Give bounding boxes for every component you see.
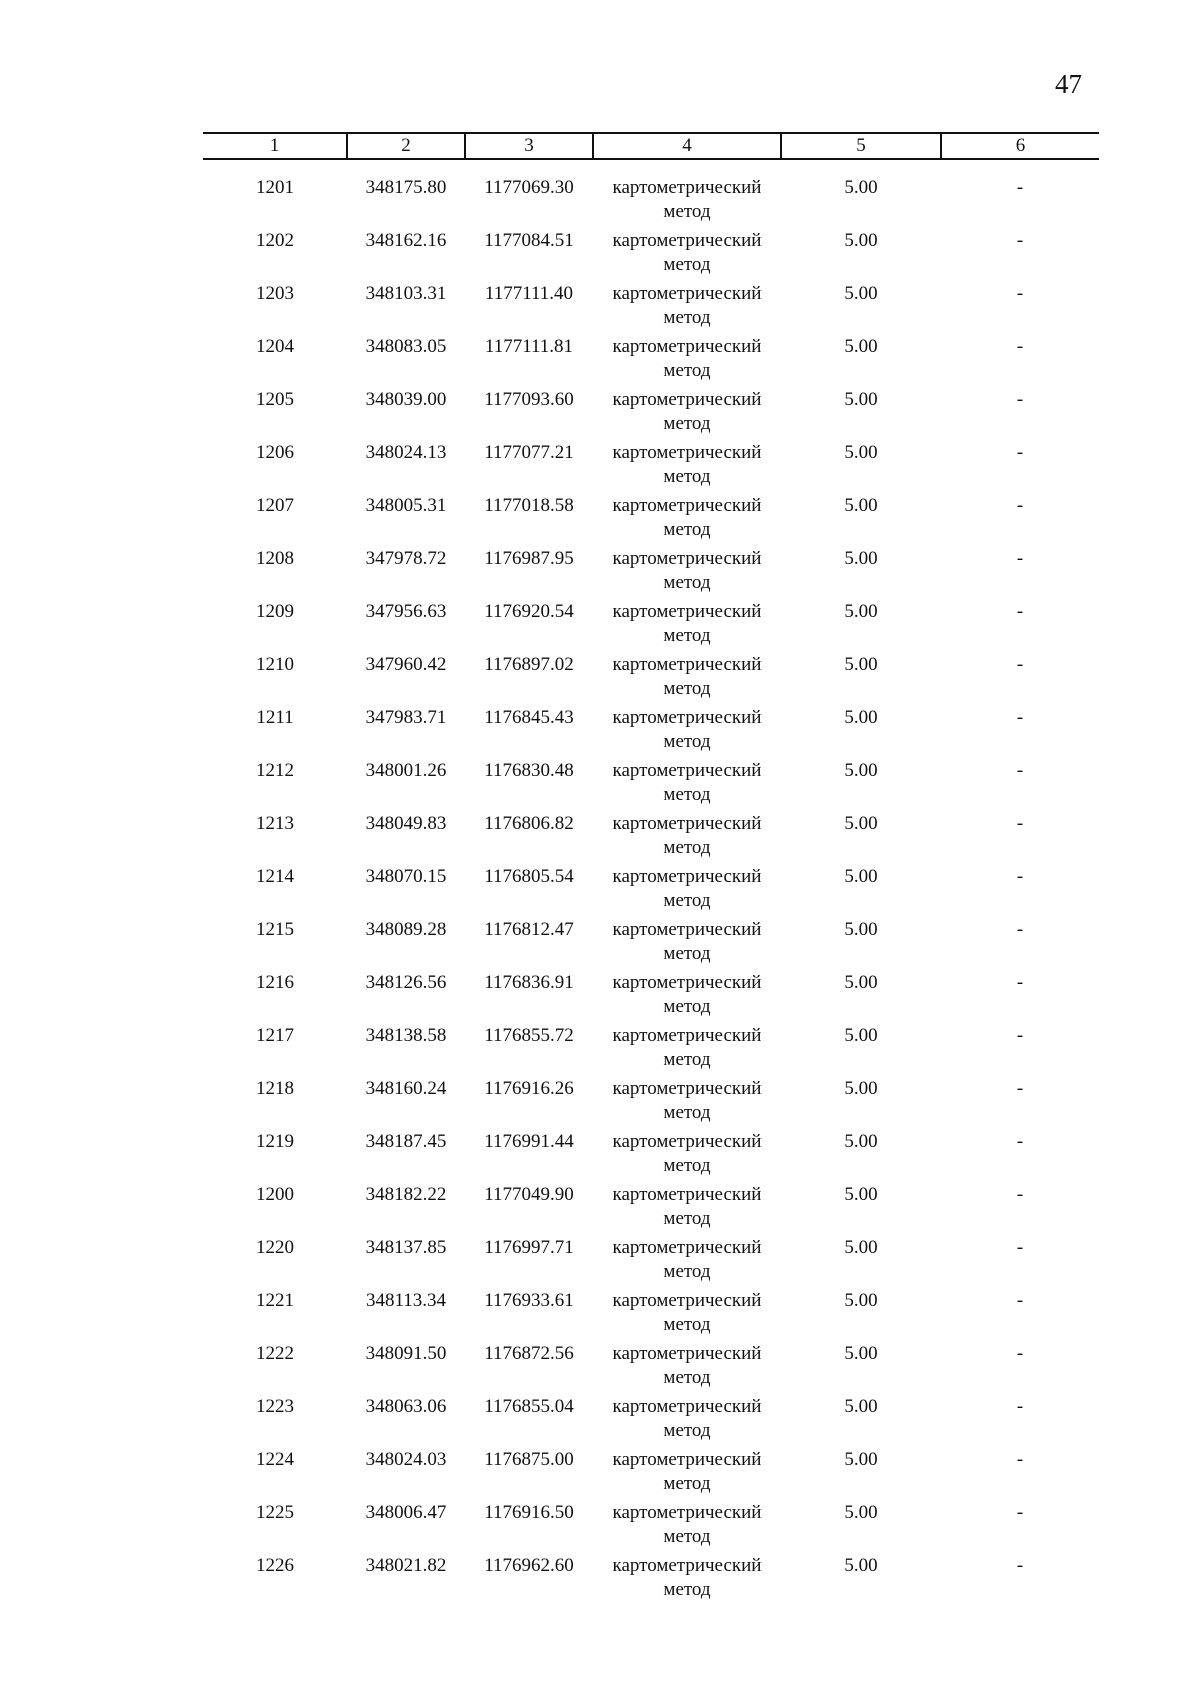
- table-row: [203, 759, 1099, 812]
- note-cell: -: [1016, 1078, 1024, 1099]
- point-number-cell: 1208: [256, 548, 294, 569]
- table-row: [203, 159, 1099, 229]
- method-line-1: картометрический: [612, 1237, 762, 1258]
- method-cell: [593, 600, 781, 653]
- y-coordinate-cell: 1176855.72: [484, 1025, 574, 1046]
- point-number-cell: 1206: [256, 442, 294, 463]
- table-row: [203, 1130, 1099, 1183]
- accuracy-cell: 5.00: [844, 707, 878, 728]
- method-cell: [593, 494, 781, 547]
- x-coordinate-cell: 348091.50: [365, 1343, 447, 1364]
- table-row: [203, 653, 1099, 706]
- point-number-cell: 1207: [256, 495, 294, 516]
- x-coordinate-cell: 348162.16: [365, 230, 447, 251]
- accuracy-cell: 5.00: [844, 866, 878, 887]
- table-row: [203, 335, 1099, 388]
- x-coordinate-cell: 348024.03: [365, 1449, 447, 1470]
- y-coordinate-cell: 1176875.00: [484, 1449, 574, 1470]
- note-cell: -: [1016, 1502, 1024, 1523]
- x-coordinate-cell: 348049.83: [365, 813, 447, 834]
- table-row: [203, 1236, 1099, 1289]
- method-line-2: метод: [663, 1526, 711, 1547]
- column-header-6: 6: [941, 133, 1099, 159]
- method-line-2: метод: [663, 625, 711, 646]
- accuracy-cell: 5.00: [844, 1237, 878, 1258]
- method-line-1: картометрический: [612, 495, 762, 516]
- table-row: [203, 1342, 1099, 1395]
- method-cell: [593, 1395, 781, 1448]
- method-cell: [593, 706, 781, 759]
- accuracy-cell: 5.00: [844, 1184, 878, 1205]
- method-line-1: картометрический: [612, 1078, 762, 1099]
- method-line-1: картометрический: [612, 230, 762, 251]
- table-row: [203, 1289, 1099, 1342]
- x-coordinate-cell: 348113.34: [365, 1290, 447, 1311]
- accuracy-cell: 5.00: [844, 654, 878, 675]
- note-cell: -: [1016, 1025, 1024, 1046]
- x-coordinate-cell: 348138.58: [365, 1025, 447, 1046]
- note-cell: -: [1016, 177, 1024, 198]
- column-header-2: 2: [347, 133, 465, 159]
- accuracy-cell: 5.00: [844, 919, 878, 940]
- method-line-1: картометрический: [612, 177, 762, 198]
- point-number-cell: 1222: [256, 1343, 294, 1364]
- accuracy-cell: 5.00: [844, 1449, 878, 1470]
- point-number-cell: 1216: [256, 972, 294, 993]
- method-line-1: картометрический: [612, 1290, 762, 1311]
- table-row: [203, 1183, 1099, 1236]
- y-coordinate-cell: 1176812.47: [484, 919, 574, 940]
- x-coordinate-cell: 348063.06: [365, 1396, 447, 1417]
- y-coordinate-cell: 1177049.90: [484, 1184, 574, 1205]
- note-cell: -: [1016, 601, 1024, 622]
- method-line-2: метод: [663, 1102, 711, 1123]
- y-coordinate-cell: 1177084.51: [484, 230, 574, 251]
- note-cell: -: [1016, 654, 1024, 675]
- note-cell: -: [1016, 1555, 1024, 1576]
- point-number-cell: 1223: [256, 1396, 294, 1417]
- x-coordinate-cell: 348024.13: [365, 442, 447, 463]
- method-line-1: картометрический: [612, 1184, 762, 1205]
- x-coordinate-cell: 348005.31: [365, 495, 447, 516]
- table-row: [203, 282, 1099, 335]
- point-number-cell: 1226: [256, 1555, 294, 1576]
- method-line-2: метод: [663, 1420, 711, 1441]
- y-coordinate-cell: 1176830.48: [484, 760, 574, 781]
- y-coordinate-cell: 1177111.81: [484, 336, 574, 357]
- method-line-2: метод: [663, 1208, 711, 1229]
- x-coordinate-cell: 348021.82: [365, 1555, 447, 1576]
- y-coordinate-cell: 1176805.54: [484, 866, 574, 887]
- note-cell: -: [1016, 336, 1024, 357]
- table-row: [203, 494, 1099, 547]
- x-coordinate-cell: 347983.71: [365, 707, 447, 728]
- x-coordinate-cell: 348083.05: [365, 336, 447, 357]
- table-header-row: [203, 133, 1099, 159]
- note-cell: -: [1016, 230, 1024, 251]
- point-number-cell: 1203: [256, 283, 294, 304]
- x-coordinate-cell: 348175.80: [365, 177, 447, 198]
- accuracy-cell: 5.00: [844, 601, 878, 622]
- y-coordinate-cell: 1176836.91: [484, 972, 574, 993]
- method-line-1: картометрический: [612, 813, 762, 834]
- column-header-5: 5: [781, 133, 941, 159]
- table-row: [203, 918, 1099, 971]
- note-cell: -: [1016, 866, 1024, 887]
- method-line-1: картометрический: [612, 601, 762, 622]
- y-coordinate-cell: 1176933.61: [484, 1290, 574, 1311]
- method-line-2: метод: [663, 1314, 711, 1335]
- method-line-2: метод: [663, 201, 711, 222]
- x-coordinate-cell: 348089.28: [365, 919, 447, 940]
- method-cell: [593, 1130, 781, 1183]
- method-line-1: картометрический: [612, 283, 762, 304]
- table-row: [203, 388, 1099, 441]
- method-line-2: метод: [663, 1049, 711, 1070]
- table-row: [203, 1024, 1099, 1077]
- y-coordinate-cell: 1176855.04: [484, 1396, 574, 1417]
- page-number: 47: [1055, 69, 1082, 99]
- accuracy-cell: 5.00: [844, 1078, 878, 1099]
- accuracy-cell: 5.00: [844, 283, 878, 304]
- method-line-1: картометрический: [612, 389, 762, 410]
- method-cell: [593, 1077, 781, 1130]
- point-number-cell: 1213: [256, 813, 294, 834]
- method-line-1: картометрический: [612, 1025, 762, 1046]
- table-row: [203, 229, 1099, 282]
- method-cell: [593, 547, 781, 600]
- method-cell: [593, 335, 781, 388]
- point-number-cell: 1214: [256, 866, 294, 887]
- method-line-2: метод: [663, 678, 711, 699]
- accuracy-cell: 5.00: [844, 548, 878, 569]
- point-number-cell: 1200: [256, 1184, 294, 1205]
- method-line-1: картометрический: [612, 760, 762, 781]
- y-coordinate-cell: 1176987.95: [484, 548, 574, 569]
- point-number-cell: 1225: [256, 1502, 294, 1523]
- note-cell: -: [1016, 707, 1024, 728]
- method-line-1: картометрический: [612, 1502, 762, 1523]
- method-line-2: метод: [663, 1155, 711, 1176]
- table-body: [203, 159, 1099, 1607]
- y-coordinate-cell: 1177077.21: [484, 442, 574, 463]
- x-coordinate-cell: 347956.63: [365, 601, 447, 622]
- method-line-1: картометрический: [612, 919, 762, 940]
- point-number-cell: 1210: [256, 654, 294, 675]
- method-line-1: картометрический: [612, 1396, 762, 1417]
- point-number-cell: 1202: [256, 230, 294, 251]
- method-line-2: метод: [663, 1261, 711, 1282]
- method-cell: [593, 918, 781, 971]
- note-cell: -: [1016, 548, 1024, 569]
- method-line-2: метод: [663, 890, 711, 911]
- method-line-2: метод: [663, 572, 711, 593]
- accuracy-cell: 5.00: [844, 495, 878, 516]
- accuracy-cell: 5.00: [844, 972, 878, 993]
- method-line-1: картометрический: [612, 1343, 762, 1364]
- accuracy-cell: 5.00: [844, 177, 878, 198]
- table-row: [203, 706, 1099, 759]
- accuracy-cell: 5.00: [844, 230, 878, 251]
- method-cell: [593, 388, 781, 441]
- x-coordinate-cell: 348137.85: [365, 1237, 447, 1258]
- note-cell: -: [1016, 389, 1024, 410]
- y-coordinate-cell: 1177018.58: [484, 495, 574, 516]
- x-coordinate-cell: 348160.24: [365, 1078, 447, 1099]
- note-cell: -: [1016, 1237, 1024, 1258]
- y-coordinate-cell: 1176991.44: [484, 1131, 574, 1152]
- method-cell: [593, 1024, 781, 1077]
- x-coordinate-cell: 348103.31: [365, 283, 447, 304]
- x-coordinate-cell: 348187.45: [365, 1131, 447, 1152]
- table-row: [203, 441, 1099, 494]
- coordinates-table-container: [203, 132, 1099, 1607]
- column-header-4: 4: [593, 133, 781, 159]
- x-coordinate-cell: 348039.00: [365, 389, 447, 410]
- method-cell: [593, 1554, 781, 1607]
- x-coordinate-cell: 348182.22: [365, 1184, 447, 1205]
- y-coordinate-cell: 1177093.60: [484, 389, 574, 410]
- method-line-2: метод: [663, 837, 711, 858]
- y-coordinate-cell: 1176897.02: [484, 654, 574, 675]
- y-coordinate-cell: 1177111.40: [484, 283, 574, 304]
- y-coordinate-cell: 1176845.43: [484, 707, 574, 728]
- method-line-2: метод: [663, 1579, 711, 1600]
- point-number-cell: 1205: [256, 389, 294, 410]
- accuracy-cell: 5.00: [844, 336, 878, 357]
- accuracy-cell: 5.00: [844, 389, 878, 410]
- table-row: [203, 1395, 1099, 1448]
- method-line-1: картометрический: [612, 1131, 762, 1152]
- method-line-2: метод: [663, 254, 711, 275]
- method-cell: [593, 1501, 781, 1554]
- point-number-cell: 1204: [256, 336, 294, 357]
- x-coordinate-cell: 347960.42: [365, 654, 447, 675]
- y-coordinate-cell: 1176872.56: [484, 1343, 574, 1364]
- point-number-cell: 1209: [256, 601, 294, 622]
- accuracy-cell: 5.00: [844, 1131, 878, 1152]
- method-line-1: картометрический: [612, 336, 762, 357]
- method-line-2: метод: [663, 360, 711, 381]
- y-coordinate-cell: 1176920.54: [484, 601, 574, 622]
- note-cell: -: [1016, 1343, 1024, 1364]
- method-cell: [593, 865, 781, 918]
- point-number-cell: 1215: [256, 919, 294, 940]
- table-row: [203, 1501, 1099, 1554]
- table-row: [203, 865, 1099, 918]
- note-cell: -: [1016, 1131, 1024, 1152]
- method-line-2: метод: [663, 466, 711, 487]
- accuracy-cell: 5.00: [844, 1396, 878, 1417]
- method-line-2: метод: [663, 1367, 711, 1388]
- note-cell: -: [1016, 495, 1024, 516]
- y-coordinate-cell: 1176962.60: [484, 1555, 574, 1576]
- method-line-1: картометрический: [612, 707, 762, 728]
- table-row: [203, 971, 1099, 1024]
- point-number-cell: 1219: [256, 1131, 294, 1152]
- point-number-cell: 1224: [256, 1449, 294, 1470]
- note-cell: -: [1016, 1449, 1024, 1470]
- method-cell: [593, 971, 781, 1024]
- method-line-2: метод: [663, 731, 711, 752]
- x-coordinate-cell: 348126.56: [365, 972, 447, 993]
- method-cell: [593, 1236, 781, 1289]
- accuracy-cell: 5.00: [844, 813, 878, 834]
- table-row: [203, 812, 1099, 865]
- accuracy-cell: 5.00: [844, 1502, 878, 1523]
- point-number-cell: 1220: [256, 1237, 294, 1258]
- note-cell: -: [1016, 442, 1024, 463]
- method-cell: [593, 1448, 781, 1501]
- method-line-2: метод: [663, 1473, 711, 1494]
- x-coordinate-cell: 348070.15: [365, 866, 447, 887]
- column-header-3: 3: [465, 133, 593, 159]
- method-cell: [593, 1183, 781, 1236]
- table-row: [203, 1077, 1099, 1130]
- method-cell: [593, 1289, 781, 1342]
- column-header-1: 1: [203, 133, 347, 159]
- note-cell: -: [1016, 760, 1024, 781]
- table-row: [203, 1554, 1099, 1607]
- method-line-2: метод: [663, 784, 711, 805]
- point-number-cell: 1221: [256, 1290, 294, 1311]
- method-line-2: метод: [663, 413, 711, 434]
- y-coordinate-cell: 1176916.26: [484, 1078, 574, 1099]
- y-coordinate-cell: 1176916.50: [484, 1502, 574, 1523]
- point-number-cell: 1211: [256, 707, 294, 728]
- point-number-cell: 1201: [256, 177, 294, 198]
- note-cell: -: [1016, 919, 1024, 940]
- x-coordinate-cell: 347978.72: [365, 548, 447, 569]
- note-cell: -: [1016, 283, 1024, 304]
- note-cell: -: [1016, 813, 1024, 834]
- method-line-2: метод: [663, 996, 711, 1017]
- method-line-1: картометрический: [612, 654, 762, 675]
- y-coordinate-cell: 1177069.30: [484, 177, 574, 198]
- accuracy-cell: 5.00: [844, 1025, 878, 1046]
- table-row: [203, 600, 1099, 653]
- point-number-cell: 1212: [256, 760, 294, 781]
- coordinates-table: [203, 132, 1099, 1607]
- accuracy-cell: 5.00: [844, 1343, 878, 1364]
- method-line-1: картометрический: [612, 1449, 762, 1470]
- note-cell: -: [1016, 1396, 1024, 1417]
- method-line-1: картометрический: [612, 866, 762, 887]
- method-cell: [593, 441, 781, 494]
- method-cell: [593, 229, 781, 282]
- y-coordinate-cell: 1176806.82: [484, 813, 574, 834]
- point-number-cell: 1218: [256, 1078, 294, 1099]
- method-cell: [593, 759, 781, 812]
- method-line-2: метод: [663, 943, 711, 964]
- accuracy-cell: 5.00: [844, 1290, 878, 1311]
- note-cell: -: [1016, 1184, 1024, 1205]
- accuracy-cell: 5.00: [844, 1555, 878, 1576]
- method-cell: [593, 812, 781, 865]
- x-coordinate-cell: 348001.26: [365, 760, 447, 781]
- method-cell: [593, 1342, 781, 1395]
- method-cell: [593, 282, 781, 335]
- table-row: [203, 547, 1099, 600]
- method-line-1: картометрический: [612, 1555, 762, 1576]
- method-cell: [593, 653, 781, 706]
- y-coordinate-cell: 1176997.71: [484, 1237, 574, 1258]
- method-cell: [593, 159, 781, 229]
- method-line-1: картометрический: [612, 442, 762, 463]
- method-line-1: картометрический: [612, 548, 762, 569]
- method-line-2: метод: [663, 307, 711, 328]
- note-cell: -: [1016, 1290, 1024, 1311]
- method-line-2: метод: [663, 519, 711, 540]
- table-row: [203, 1448, 1099, 1501]
- accuracy-cell: 5.00: [844, 442, 878, 463]
- method-line-1: картометрический: [612, 972, 762, 993]
- note-cell: -: [1016, 972, 1024, 993]
- accuracy-cell: 5.00: [844, 760, 878, 781]
- point-number-cell: 1217: [256, 1025, 294, 1046]
- x-coordinate-cell: 348006.47: [365, 1502, 447, 1523]
